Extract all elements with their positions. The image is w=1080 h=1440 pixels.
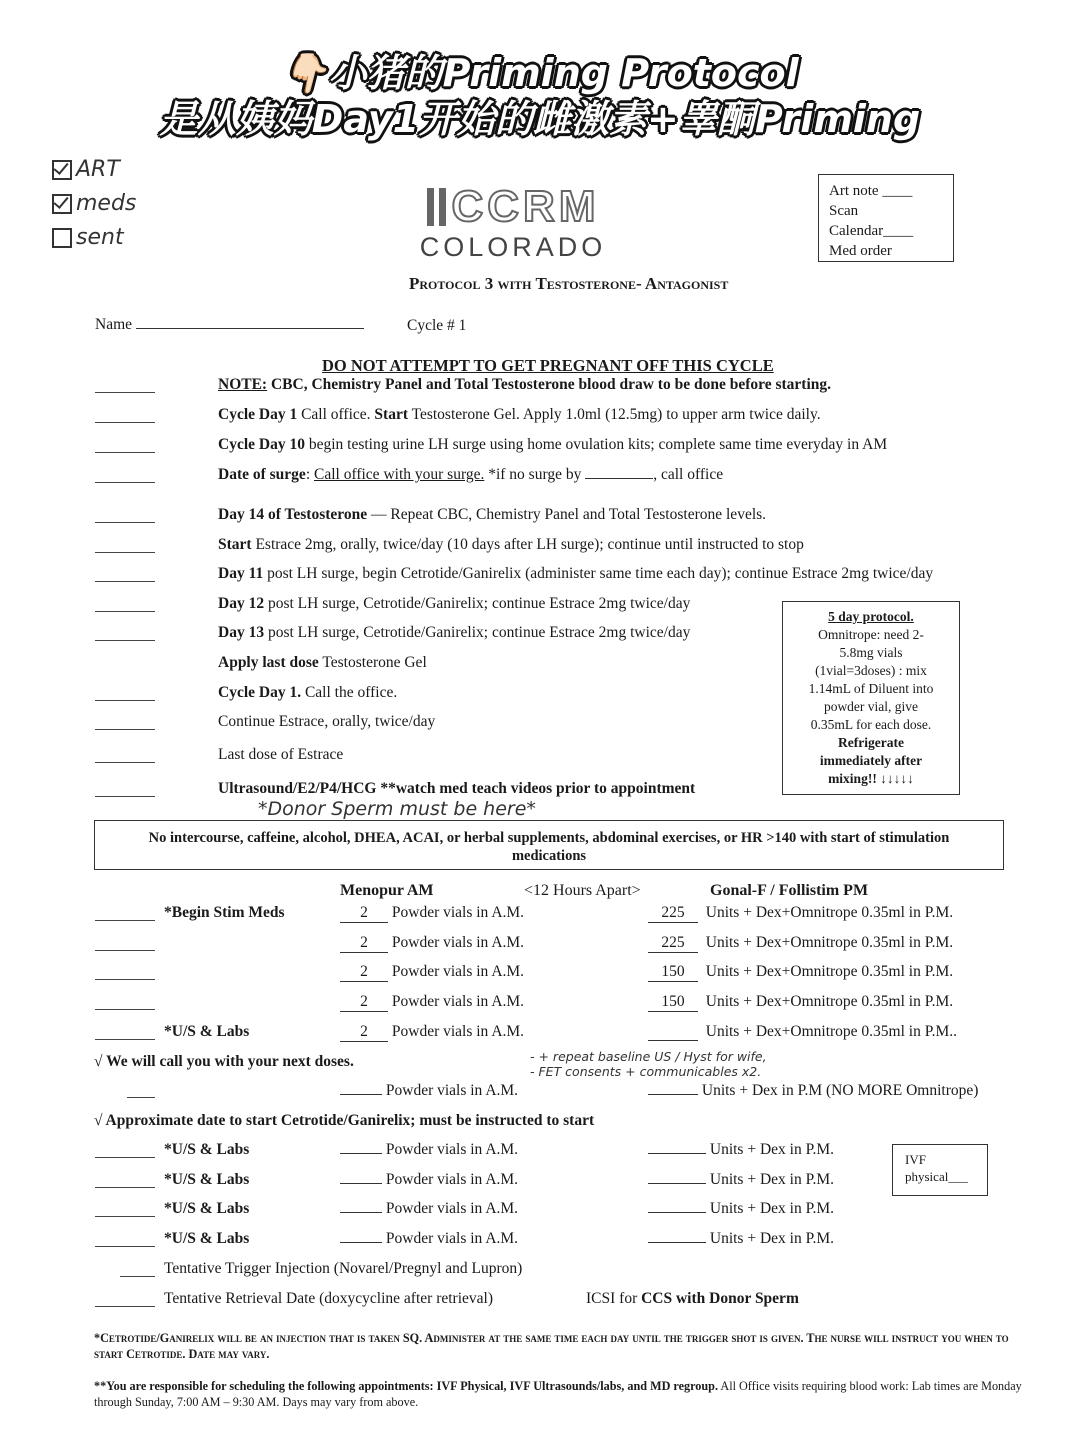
protocol-title: Protocol 3 with Testosterone- Antagonist bbox=[409, 274, 729, 293]
retrieval-date: Tentative Retrieval Date (doxycycline after retrieval) bbox=[164, 1290, 493, 1307]
cycle-number: Cycle # 1 bbox=[407, 317, 467, 334]
step-ultrasound: Ultrasound/E2/P4/HCG **watch med teach videos prior to appointment bbox=[218, 780, 696, 797]
checkbox-checked-icon bbox=[52, 194, 72, 214]
footnote-appointments: **You are responsible for scheduling the following appointments: IVF Physical, IVF Ultrasounds/labs, and MD regroup. All Office visits requiring blood work: Lab times are Monday through Sunday, 7:00 AM – 9:30 AM. Days may vary from above. bbox=[94, 1379, 1022, 1409]
later-row-pm: Units + Dex in P.M. bbox=[648, 1230, 834, 1248]
later-row-am: Powder vials in A.M. bbox=[340, 1141, 518, 1159]
step-continue-estrace: Continue Estrace, orally, twice/day bbox=[218, 713, 436, 730]
checklist-item: ART bbox=[52, 153, 136, 187]
checklist-item: meds bbox=[52, 187, 136, 221]
later-row-label: *U/S & Labs bbox=[164, 1230, 250, 1247]
five-day-bold-line: mixing!! ↓↓↓↓↓ bbox=[828, 771, 914, 786]
step-day-14: Day 14 of Testosterone — Repeat CBC, Chemistry Panel and Total Testosterone levels. bbox=[218, 506, 767, 523]
five-day-line: (1vial=3doses) : mix bbox=[815, 663, 927, 678]
name-field[interactable] bbox=[95, 316, 364, 334]
step-date-of-surge: Date of surge: Call office with your surge. *if no surge by , call office bbox=[218, 466, 724, 483]
logo-main-text: CCRM bbox=[451, 182, 600, 231]
stim-am: 2 Powder vials in A.M. bbox=[340, 934, 524, 953]
step-last-testosterone: Apply last dose Testosterone Gel bbox=[218, 654, 427, 671]
later-row-pm: Units + Dex in P.M. bbox=[648, 1200, 834, 1218]
five-day-line: 5.8mg vials bbox=[839, 645, 903, 660]
trigger-injection: Tentative Trigger Injection (Novarel/Pregnyl and Lupron) bbox=[164, 1260, 523, 1277]
header-menopur: Menopur AM bbox=[340, 882, 434, 899]
stim-row-label: *U/S & Labs bbox=[164, 1023, 250, 1040]
step-start-estrace: Start Estrace 2mg, orally, twice/day (10 days after LH surge); continue until instructed to stop bbox=[218, 536, 804, 553]
office-box-line: Med order bbox=[829, 243, 892, 259]
approx-cetrotide-date: √ Approximate date to start Cetrotide/Ganirelix; must be instructed to start bbox=[94, 1112, 595, 1129]
five-day-line: Omnitrope: need 2- bbox=[818, 627, 924, 642]
stim-am: 2 Powder vials in A.M. bbox=[340, 963, 524, 982]
handwritten-checklist bbox=[52, 153, 136, 255]
handwritten-donor-note: *Donor Sperm must be here* bbox=[258, 798, 536, 820]
banner-subtitle: 是从姨妈Day1开始的雌激素+睾酮Priming bbox=[159, 97, 921, 141]
step-cycle-day-10: Cycle Day 10 begin testing urine LH surge using home ovulation kits; complete same time everyday in AM bbox=[218, 436, 888, 453]
next-row-pm: Units + Dex in P.M (NO MORE Omnitrope) bbox=[648, 1082, 978, 1100]
checkbox-empty-icon bbox=[52, 228, 72, 248]
office-box-line: Calendar____ bbox=[829, 223, 914, 239]
step-day-13: Day 13 post LH surge, Cetrotide/Ganirelix; continue Estrace 2mg twice/day bbox=[218, 624, 691, 641]
step-cycle-day-1: Cycle Day 1 Call office. Start Testosterone Gel. Apply 1.0ml (12.5mg) to upper arm twice daily. bbox=[218, 406, 821, 423]
five-day-bold-line: immediately after bbox=[819, 753, 923, 768]
icsi-note: ICSI for CCS with Donor Sperm bbox=[586, 1290, 799, 1307]
footnote-cetrotide: *Cetrotide/Ganirelix will be an injection that is taken SQ. Administer at the same time each day until the trigger shot is given. The nurse will instruct you when to start Cetrotide. Date may vary. bbox=[94, 1331, 1009, 1361]
step-day-12: Day 12 post LH surge, Cetrotide/Ganirelix; continue Estrace 2mg twice/day bbox=[218, 595, 691, 612]
step-last-estrace: Last dose of Estrace bbox=[218, 746, 344, 763]
five-day-line: 0.35mL for each dose. bbox=[810, 717, 932, 732]
stim-am: 2 Powder vials in A.M. bbox=[340, 993, 524, 1012]
later-row-label: *U/S & Labs bbox=[164, 1200, 250, 1217]
logo-bars-icon bbox=[427, 188, 446, 226]
restriction-box: No intercourse, caffeine, alcohol, DHEA, ACAI, or herbal supplements, abdominal exercises, or HR >140 with start of stimulation medications bbox=[94, 820, 1004, 870]
five-day-bold-line: Refrigerate bbox=[838, 735, 904, 750]
later-row-am: Powder vials in A.M. bbox=[340, 1230, 518, 1248]
stim-row-label: *Begin Stim Meds bbox=[164, 904, 285, 921]
ivf-physical-box: IVF physical___ bbox=[892, 1144, 988, 1196]
banner-title: 👇🏻小猪的Priming Protocol bbox=[281, 51, 799, 95]
five-day-line: powder vial, give bbox=[823, 699, 919, 714]
later-row-label: *U/S & Labs bbox=[164, 1141, 250, 1158]
later-row-am: Powder vials in A.M. bbox=[340, 1171, 518, 1189]
call-next-doses: √ We will call you with your next doses. bbox=[94, 1053, 354, 1070]
later-row-am: Powder vials in A.M. bbox=[340, 1200, 518, 1218]
ccrm-logo bbox=[408, 182, 618, 263]
office-box-line: Scan bbox=[829, 203, 859, 219]
stim-am: 2 Powder vials in A.M. bbox=[340, 904, 524, 923]
office-box-line: Art note ____ bbox=[829, 183, 913, 199]
step-day-11: Day 11 post LH surge, begin Cetrotide/Ganirelix (administer same time each day); continue Estrace 2mg twice/day bbox=[218, 565, 934, 582]
five-day-title: 5 day protocol. bbox=[828, 609, 914, 624]
stim-pm: Units + Dex+Omnitrope 0.35ml in P.M.. bbox=[648, 1023, 957, 1041]
later-row-pm: Units + Dex in P.M. bbox=[648, 1171, 834, 1189]
pregnancy-warning: DO NOT ATTEMPT TO GET PREGNANT OFF THIS CYCLE bbox=[322, 356, 774, 375]
logo-sub-text: COLORADO bbox=[419, 232, 607, 262]
step-note: NOTE: CBC, Chemistry Panel and Total Testosterone blood draw to be done before starting. bbox=[218, 376, 832, 393]
office-checklist-box bbox=[818, 174, 954, 262]
five-day-line: 1.14mL of Diluent into bbox=[808, 681, 934, 696]
next-row-am: Powder vials in A.M. bbox=[340, 1082, 518, 1100]
name-label: Name bbox=[95, 316, 133, 333]
later-row-pm: Units + Dex in P.M. bbox=[648, 1141, 834, 1159]
stim-pm: 225 Units + Dex+Omnitrope 0.35ml in P.M. bbox=[648, 904, 953, 923]
later-row-label: *U/S & Labs bbox=[164, 1171, 250, 1188]
stim-pm: 225 Units + Dex+Omnitrope 0.35ml in P.M. bbox=[648, 934, 953, 953]
five-day-protocol-box bbox=[782, 601, 960, 795]
stim-pm: 150 Units + Dex+Omnitrope 0.35ml in P.M. bbox=[648, 963, 953, 982]
checklist-item: sent bbox=[52, 221, 136, 255]
step-cycle-day-1-call: Cycle Day 1. Call the office. bbox=[218, 684, 398, 701]
header-apart: <12 Hours Apart> bbox=[524, 882, 641, 899]
checkbox-checked-icon bbox=[52, 160, 72, 180]
header-gonal: Gonal-F / Follistim PM bbox=[710, 882, 869, 899]
stim-am: 2 Powder vials in A.M. bbox=[340, 1023, 524, 1042]
stim-pm: 150 Units + Dex+Omnitrope 0.35ml in P.M. bbox=[648, 993, 953, 1012]
handwritten-notes: - + repeat baseline US / Hyst for wife, - FET consents + communicables x2. bbox=[530, 1049, 767, 1079]
